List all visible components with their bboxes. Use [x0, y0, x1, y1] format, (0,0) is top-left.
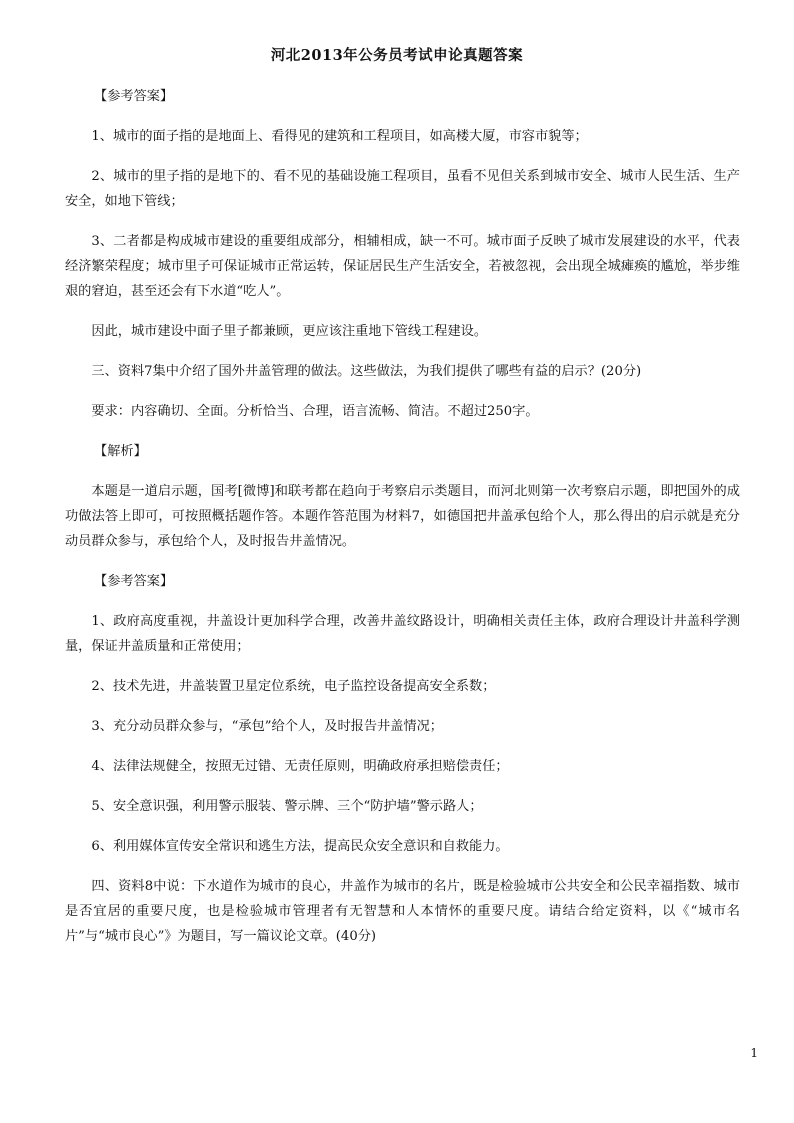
answer-item: 5、安全意识强，利用警示服装、警示牌、三个“防护墙”警示路人；	[91, 799, 483, 814]
section-heading-analysis: 【解析】	[94, 444, 147, 459]
paragraph: 2、城市的里子指的是地下的、看不见的基础设施工程项目，虽看不见但关系到城市安全、城市人民生活、生产安全，如地下管线；	[65, 169, 740, 209]
answer-item: 2、技术先进，井盖装置卫星定位系统，电子监控设备提高安全系数；	[91, 679, 496, 694]
paragraph: 1、城市的面子指的是地面上、看得见的建筑和工程项目，如高楼大厦，市容市貌等；	[91, 129, 588, 144]
document-body	[65, 84, 740, 964]
page-number: 1	[750, 1046, 758, 1060]
question-three: 三、资料7集中介绍了国外井盖管理的做法。这些做法，为我们提供了哪些有益的启示？(20分)	[91, 364, 642, 379]
page-title: 河北2013年公务员考试申论真题答案	[270, 47, 524, 64]
paragraph: 因此，城市建设中面子里子都兼顾，更应该注重地下管线工程建设。	[91, 324, 488, 339]
question-requirements: 要求：内容确切、全面。分析恰当、合理，语言流畅、简洁。不超过250字。	[91, 404, 539, 419]
answer-item: 4、法律法规健全，按照无过错、无责任原则，明确政府承担赔偿责任；	[91, 759, 509, 774]
section-heading-reference-answer: 【参考答案】	[94, 89, 174, 104]
answer-item: 3、充分动员群众参与，“承包”给个人，及时报告井盖情况；	[91, 719, 443, 734]
section-heading-reference-answer: 【参考答案】	[94, 574, 174, 589]
question-four: 四、资料8中说：下水道作为城市的良心，井盖作为城市的名片，既是检验城市公共安全和公民幸福指数、城市是否宜居的重要尺度，也是检验城市管理者有无智慧和人本情怀的重要尺度。请结合给定资料，以《“城市名片”与“城市良心”》为题目，写一篇议论文章。(40分)	[65, 879, 740, 944]
analysis-paragraph: 本题是一道启示题，国考[微博]和联考都在趋向于考察启示类题目，而河北则第一次考察启示题，即把国外的成功做法答上即可，可按照概括题作答。本题作答范围为材料7，如德国把井盖承包给个人，那么得出的启示就是充分动员群众参与，承包给个人，及时报告井盖情况。	[65, 484, 740, 549]
paragraph: 3、二者都是构成城市建设的重要组成部分，相辅相成，缺一不可。城市面子反映了城市发展建设的水平，代表经济繁荣程度；城市里子可保证城市正常运转，保证居民生产生活安全，若被忽视，会出现全城瘫痪的尴尬，举步维艰的窘迫，甚至还会有下水道“吃人”。	[65, 234, 740, 299]
answer-item: 1、政府高度重视，井盖设计更加科学合理，改善井盖纹路设计，明确相关责任主体，政府合理设计井盖科学测量，保证井盖质量和正常使用；	[65, 614, 740, 654]
answer-item: 6、利用媒体宣传安全常识和逃生方法，提高民众安全意识和自救能力。	[91, 839, 509, 854]
